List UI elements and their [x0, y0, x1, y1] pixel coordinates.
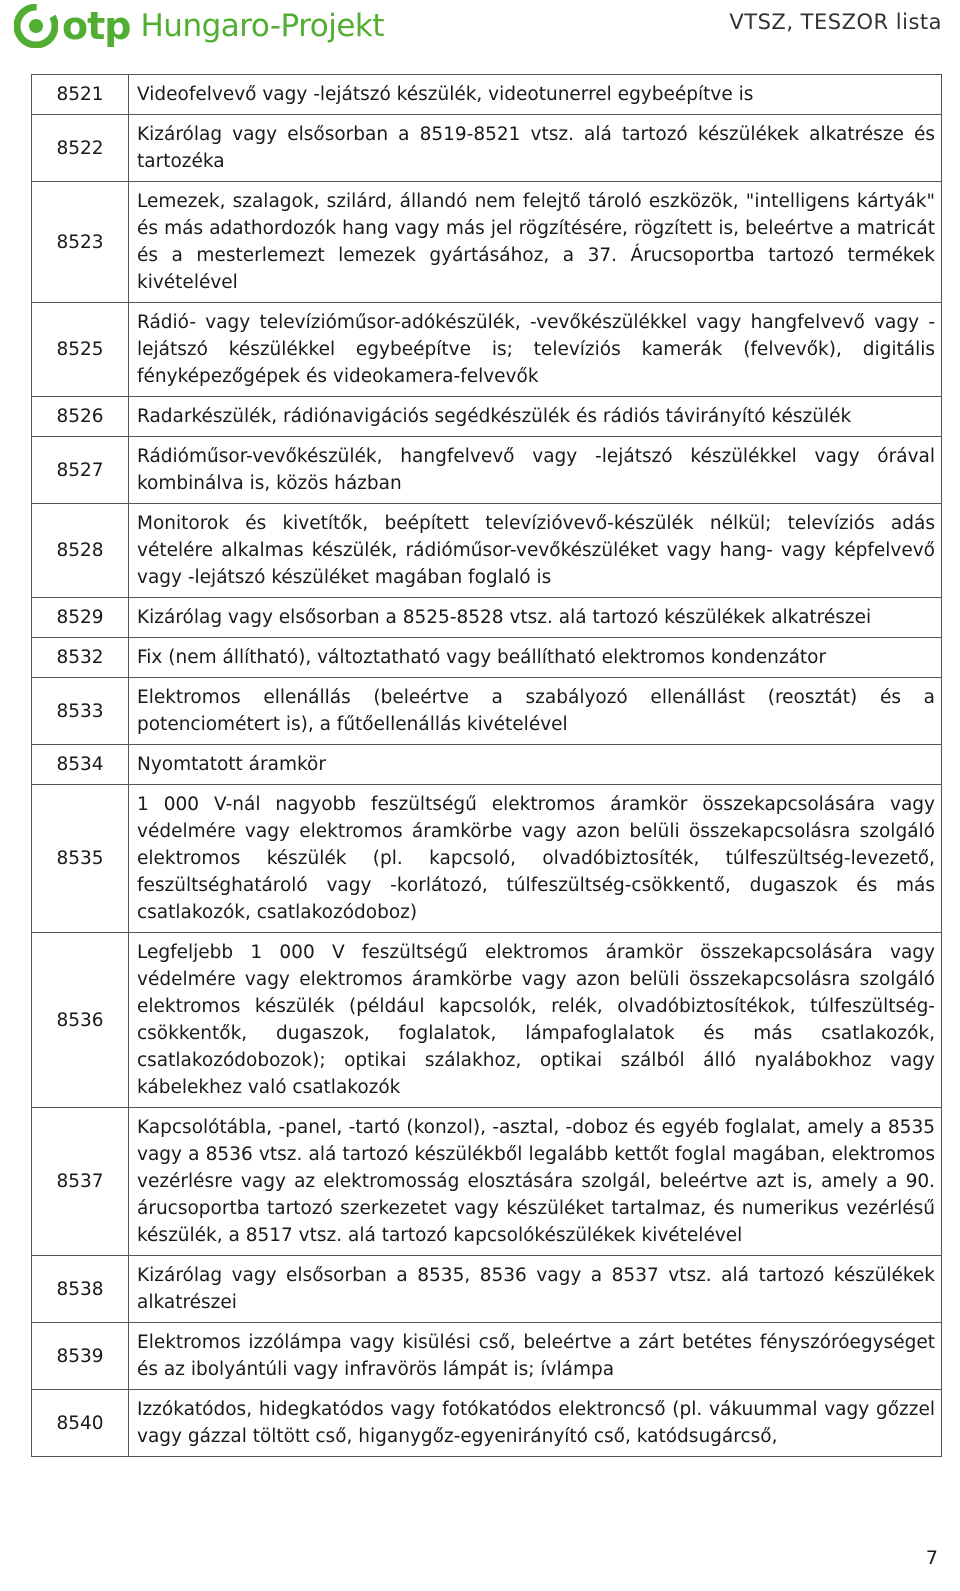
table-row — [32, 437, 942, 504]
vtsz-code: 8527 — [32, 437, 129, 504]
table-row — [32, 785, 942, 933]
logo-wordmark: otp — [62, 4, 131, 48]
vtsz-code: 8538 — [32, 1256, 129, 1323]
vtsz-description: Rádióműsor-vevőkészülék, hangfelvevő vagy -lejátszó készülékkel vagy órával kombinálva is, közös házban — [129, 437, 942, 504]
vtsz-description: 1 000 V-nál nagyobb feszültségű elektromos áramkör összekapcsolására vagy védelmére vagy elektromos áramkörbe vagy azon belüli összekapcsolásra szolgáló elektromos készülék (pl. kapcsoló, olvadóbiztosíték, túlfeszültség-levezető, feszültséghatároló vagy -korlátozó, túlfeszültség-csökkentő, dugaszok és más csatlakozók, csatlakozódoboz) — [129, 785, 942, 933]
tariff-code-table — [31, 74, 942, 1457]
table-row — [32, 504, 942, 598]
table-row — [32, 303, 942, 397]
table-row — [32, 1390, 942, 1457]
vtsz-code: 8540 — [32, 1390, 129, 1457]
vtsz-description: Videofelvevő vagy -lejátszó készülék, videotunerrel egybeépítve is — [129, 75, 942, 115]
table-row — [32, 1256, 942, 1323]
table-row — [32, 1323, 942, 1390]
table-row — [32, 1108, 942, 1256]
vtsz-description: Izzókatódos, hidegkatódos vagy fotókatódos elektroncső (pl. vákuummal vagy gőzzel vagy gázzal töltött cső, higanygőz-egyenirányító cső, katódsugárcső, — [129, 1390, 942, 1457]
vtsz-description: Kapcsolótábla, -panel, -tartó (konzol), -asztal, -doboz és egyéb foglalat, amely a 8535 vagy a 8536 vtsz. alá tartozó készülékből legalább kettőt foglal magában, elektromos vezérlésre vagy az elektromosság elosztására szolgál, beleértve azt is, amely a 90. árucsoportba tartozó szerkezetet vagy készüléket tartalmaz, és numerikus vezérlésű készülék, a 8517 vtsz. alá tartozó kapcsolókészülékek kivételével — [129, 1108, 942, 1256]
vtsz-description: Nyomtatott áramkör — [129, 745, 942, 785]
vtsz-code: 8537 — [32, 1108, 129, 1256]
table-row — [32, 638, 942, 678]
vtsz-description: Elektromos izzólámpa vagy kisülési cső, beleértve a zárt betétes fényszóróegységet és az ibolyántúli vagy infravörös lámpát is; ívlámpa — [129, 1323, 942, 1390]
vtsz-description: Kizárólag vagy elsősorban a 8519-8521 vtsz. alá tartozó készülékek alkatrésze és tartozéka — [129, 115, 942, 182]
vtsz-code: 8533 — [32, 678, 129, 745]
vtsz-description: Rádió- vagy televízióműsor-adókészülék, -vevőkészülékkel vagy hangfelvevő vagy -lejátszó készülékkel egybeépítve is; televíziós kamerák (felvevők), digitális fényképezőgépek és videokamera-felvevők — [129, 303, 942, 397]
vtsz-code: 8536 — [32, 933, 129, 1108]
vtsz-code: 8522 — [32, 115, 129, 182]
vtsz-code: 8523 — [32, 182, 129, 303]
table-row — [32, 933, 942, 1108]
vtsz-description: Fix (nem állítható), változtatható vagy beállítható elektromos kondenzátor — [129, 638, 942, 678]
table-row — [32, 115, 942, 182]
table-row — [32, 75, 942, 115]
table-row — [32, 182, 942, 303]
vtsz-description: Kizárólag vagy elsősorban a 8525-8528 vtsz. alá tartozó készülékek alkatrészei — [129, 598, 942, 638]
vtsz-description: Radarkészülék, rádiónavigációs segédkészülék és rádiós távirányító készülék — [129, 397, 942, 437]
vtsz-code: 8532 — [32, 638, 129, 678]
otp-logo-icon — [14, 4, 58, 48]
vtsz-code: 8529 — [32, 598, 129, 638]
vtsz-code: 8534 — [32, 745, 129, 785]
vtsz-description: Legfeljebb 1 000 V feszültségű elektromos áramkör összekapcsolására vagy védelmére vagy elektromos áramkörbe vagy azon belüli összekapcsolásra szolgáló elektromos készülék (például kapcsolók, relék, olvadóbiztosítékok, túlfeszültség-csökkentők, dugaszok, foglalatok, lámpafoglalatok és más csatlakozók, csatlakozódobozok); optikai szálakhoz, optikai szálból álló nyalábokhoz vagy kábelekhez való csatlakozók — [129, 933, 942, 1108]
vtsz-code: 8535 — [32, 785, 129, 933]
otp-logo — [14, 0, 384, 52]
vtsz-description: Kizárólag vagy elsősorban a 8535, 8536 vagy a 8537 vtsz. alá tartozó készülékek alkatrészei — [129, 1256, 942, 1323]
vtsz-description: Elektromos ellenállás (beleértve a szabályozó ellenállást (reosztát) és a potenciométert is), a fűtőellenállás kivételével — [129, 678, 942, 745]
vtsz-code: 8526 — [32, 397, 129, 437]
logo-subtitle: Hungaro-Projekt — [140, 7, 385, 44]
vtsz-description: Monitorok és kivetítők, beépített televízióvevő-készülék nélkül; televíziós adás vételére alkalmas készülék, rádióműsor-vevőkészüléket vagy hang- vagy képfelvevő vagy -lejátszó készüléket magában foglaló is — [129, 504, 942, 598]
table-row — [32, 397, 942, 437]
vtsz-code: 8521 — [32, 75, 129, 115]
table-row — [32, 745, 942, 785]
page-header — [0, 0, 960, 64]
table-row — [32, 598, 942, 638]
table-row — [32, 678, 942, 745]
page-number: 7 — [925, 1547, 938, 1569]
vtsz-code: 8528 — [32, 504, 129, 598]
vtsz-description: Lemezek, szalagok, szilárd, állandó nem felejtő tároló eszközök, "intelligens kártyák" és más adathordozók hang vagy más jel rögzítésére, rögzített is, beleértve a matricát és a mesterlemezt lemezek gyártásához, a 37. Árucsoportba tartozó termékek kivételével — [129, 182, 942, 303]
vtsz-code: 8539 — [32, 1323, 129, 1390]
document-title: VTSZ, TESZOR lista — [729, 10, 942, 34]
vtsz-code: 8525 — [32, 303, 129, 397]
